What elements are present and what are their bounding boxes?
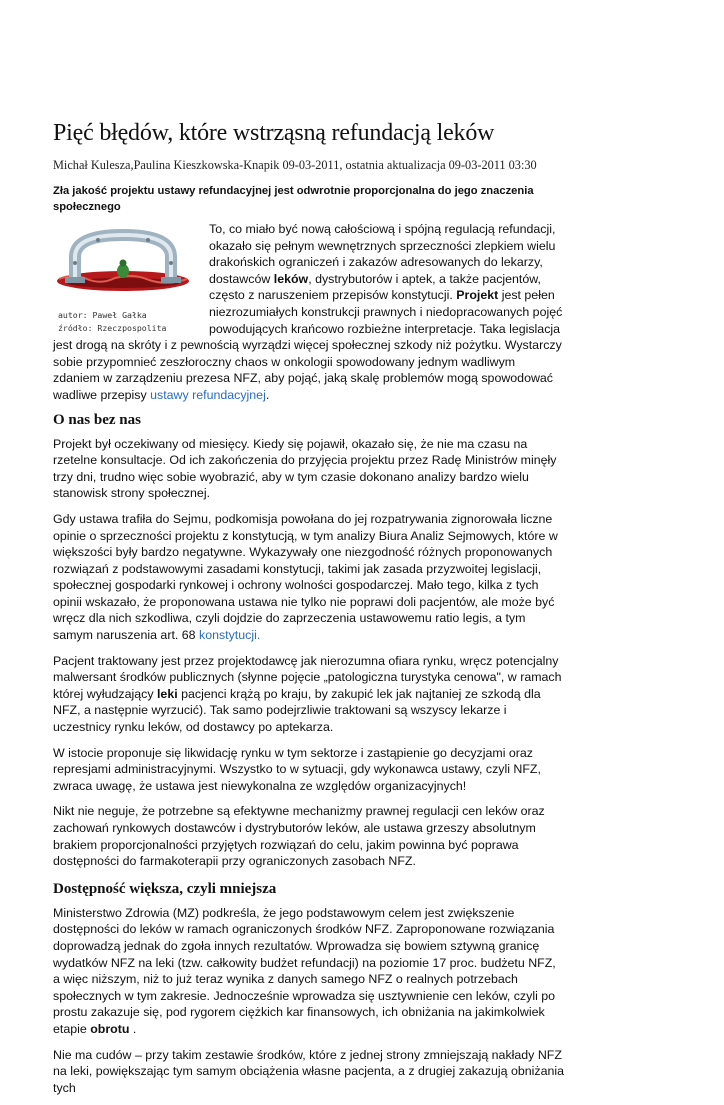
intro-text-4: . [265,387,270,402]
paragraph [53,511,565,644]
section-heading-dostepnosc: Dostępność większa, czyli mniejsza [53,880,277,897]
paragraph: Nie ma cudów – przy takim zestawie środków, które z jednej strony zmniejszają nakłady NFZ na leki, powiększając tym samym obciążenia własne pacjenta, a z drugiej zakazują obniżania tych [53,1047,565,1095]
paragraph-text: pacjenci krążą po kraju, by zakupić lek jak najtaniej ze szkodą dla NFZ, a następnie wyrzucić). Tak samo podejrzliwie traktowani są wszyscy lekarze i uczestnicy rynku leków, od dostawcy po aptekarza. [53,686,541,735]
paragraph-text: . [129,1021,137,1036]
paragraph [53,653,565,736]
intro-text-2: , dystrybutorów i aptek, a także pacjentów, często z naruszeniem przepisów konstytucji. [209,271,541,303]
link-konstytucji[interactable]: konstytucji. [199,628,261,643]
paragraph [53,905,565,1038]
bold-leki: leki [156,686,178,701]
paragraph-text: Gdy ustawa trafiła do Sejmu, podkomisja powołana do jej rozpatrywania zignorowała liczne opinie o sprzeczności projektu z konstytucją, w tym analizy Biura Analiz Sejmowych, które w większości były bardzo negatywne. Wykazywały one niezgodność różnych proponowanych rozwiązań z podstawowymi zasadami konstytucji, takimi jak zasada przyzwoitej legislacji, społecznej gospodarki rynkowej i ochrony wolności gospodarczej. Mało tego, kilka z tych opinii wskazało, że proponowana ustawa nie tylko nie poprawi doli pacjentów, ale może być wręcz dla nich szkodliwa, czyli dojdzie do zaprzeczenia ustawowemu ratio legis, a tym samym naruszenia art. 68 [53,511,558,643]
article-meta: Michał Kulesza,Paulina Kieszkowska-Knapik 09-03-2011, ostatnia aktualizacja 09-03-2011 03:30 [53,158,537,172]
illustration-pipe-image [53,223,193,305]
paragraph-text: Pacjent traktowany jest przez projektodawcę jak nierozumna ofiara rynku, wręcz potencjalny malwersant środków publicznych (słynne pojęcie „patologiczna turystyka cenowa", w ramach której wyłudzający [53,653,562,701]
article-title: Pięć błędów, które wstrząsną refundacją leków [53,120,495,146]
paragraph: Projekt był oczekiwany od miesięcy. Kiedy się pojawił, okazało się, że nie ma czasu na rzetelne konsultacje. Od ich zakończenia do przyjęcia projektu przez Radę Ministrów minęły trzy dni, trudno więc sobie wyobrazić, aby w tym czasie dokonano analizy bardzo wielu stanowisk strony społecznej. [53,436,557,501]
article-figure [53,223,199,335]
paragraph: W istocie proponuje się likwidację rynku w tym sektorze i zastąpienie go decyzjami oraz represjami administracyjnymi. Wszystko to w sytuacji, gdy wykonawca ustawy, czyli NFZ, zwraca uwagę, że ustawa jest niewykonalna ze względów organizacyjnych! [53,745,541,793]
article [53,118,565,1105]
intro-text-1: To, co miało być nową całościową i spójną regulacją refundacji, okazało się pełnym wewnętrznych sprzeczności zlepkiem wielu drakońskich ograniczeń i zakazów adresowanych do lekarzy, dostawców [209,222,556,286]
paragraph-text: Ministerstwo Zdrowia (MZ) podkreśla, że jego podstawowym celem jest zwiększenie dostępności do leków w ramach ograniczonych środków NFZ. Zaproponowane rozwiązania doprowadzą jednak do zgoła innych rezultatów. Wprowadza się bowiem sztywną granicę wydatków NFZ na leki (tzw. całkowity budżet refundacji) na poziomie 17 proc. budżetu NFZ, a więc niższym, niż to już teraz wynika z danych samego NFZ o realnych potrzebach społecznych w tym zakresie. Jednocześnie wprowadza się usztywnienie cen leków, czyli po prostu zakazuje się, pod rygorem ciężkich kar finansowych, ich obniżania na jakimkolwiek etapie [53,905,556,1036]
intro-bold-projekt: Projekt [456,288,499,303]
section-heading-o-nas: O nas bez nas [53,411,141,428]
intro-bold-leki: leków [273,271,309,286]
article-lead: Zła jakość projektu ustawy refundacyjnej jest odwrotnie proporcjonalna do jego znaczenia społecznego [53,185,534,213]
bold-obrotu: obrotu [90,1021,130,1036]
figure-author: autor: Paweł Gałka [58,310,147,320]
intro-block [53,221,565,404]
figure-source: źródło: Rzeczpospolita [58,323,167,333]
intro-text-3: jest pełen niezrozumiałych konstrukcji prawnych i niedopracowanych pojęć powodujących krańcowo rozbieżne interpretacje. Taka legislacja jest drogą na skróty i z pewnością wyrządzi więcej społecznej szkody niż pożytku. Wystarczy sobie przypomnieć zeszłoroczny chaos w onkologii spowodowany jednym wadliwym zdaniem w zarządzeniu prezesa NFZ, aby pojąć, jaką skalę problemów mogą spowodować wadliwe przepisy [53,288,563,402]
link-ustawy-refundacyjnej[interactable]: ustawy refundacyjnej [150,387,266,402]
paragraph: Nikt nie neguje, że potrzebne są efektywne mechanizmy prawnej regulacji cen leków oraz zachowań rynkowych dostawców i dystrybutorów leków, ale ustawa grzeszy absolutnym brakiem proporcjonalności przyjętych rozwiązań do celu, jakim powinna być poprawa dostępności do farmakoterapii przy ograniczonych zasobach NFZ. [53,804,545,869]
